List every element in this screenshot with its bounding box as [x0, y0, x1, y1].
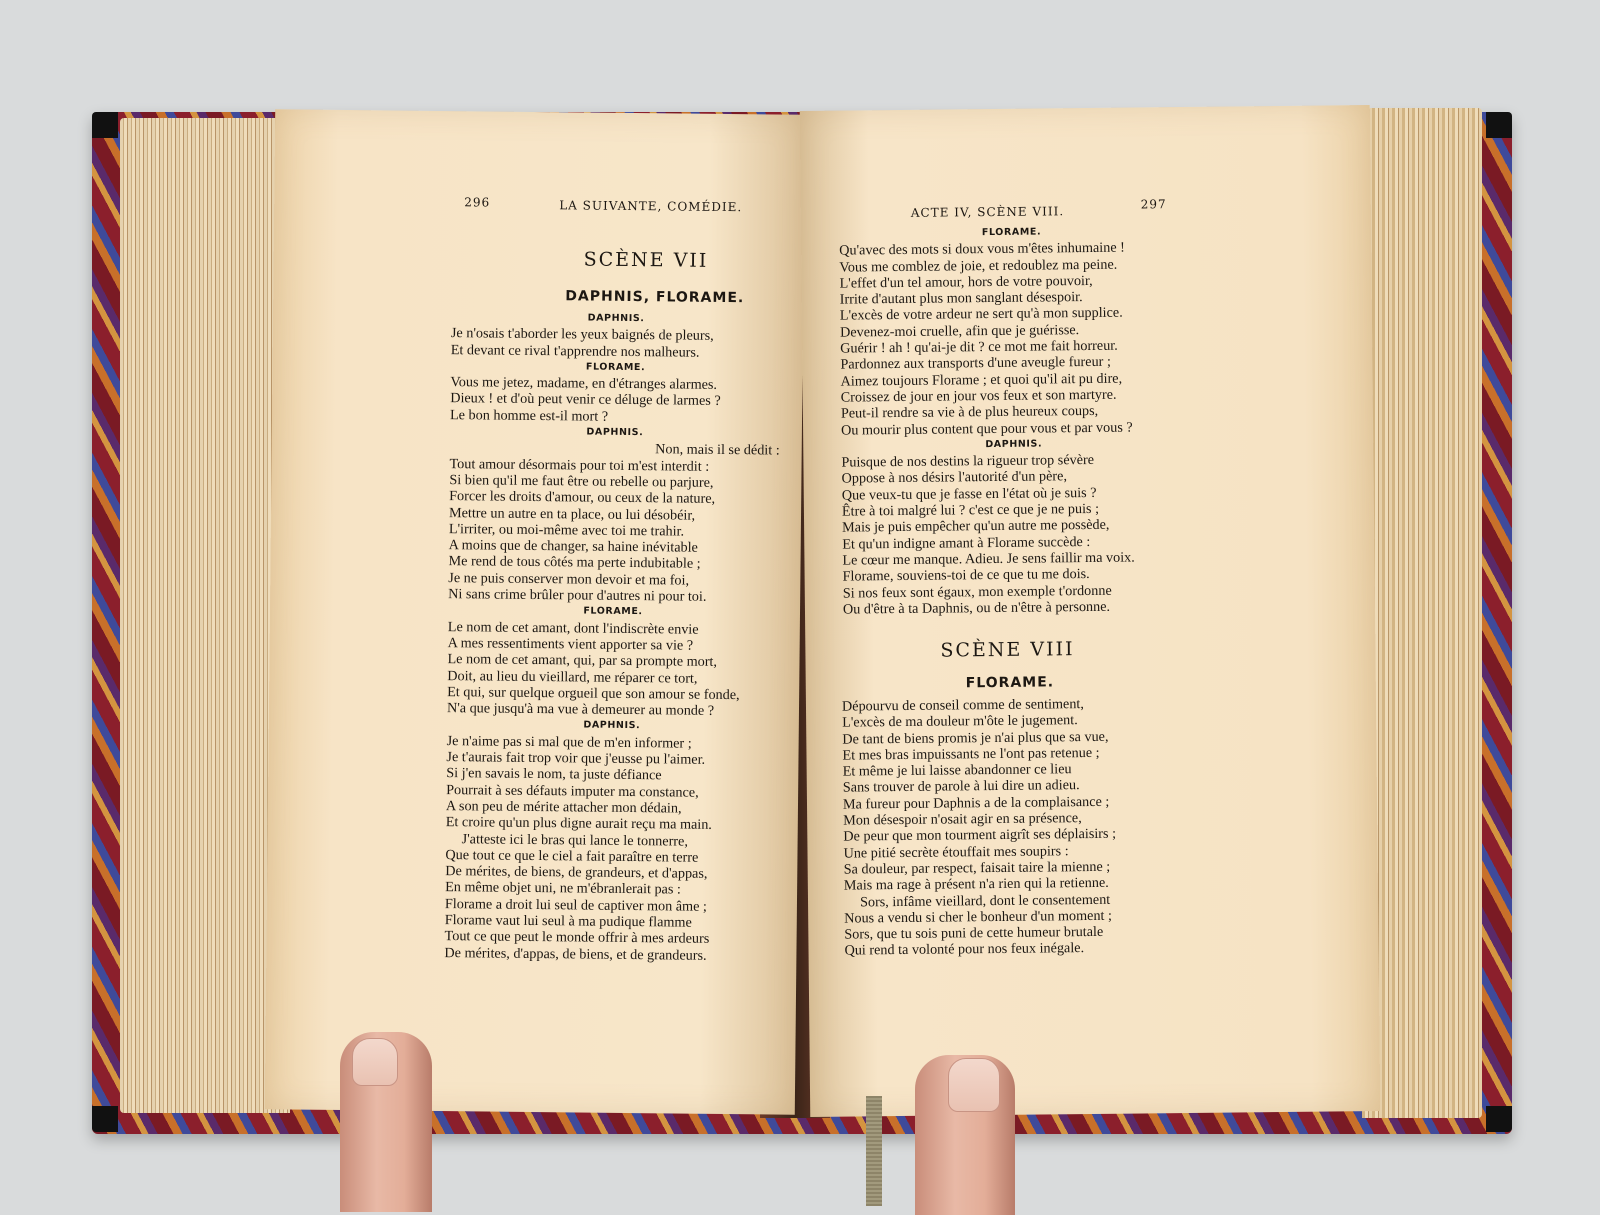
bookmark-ribbon — [866, 1096, 882, 1206]
verse-line: Puisque de nos destins la rigueur trop sévère — [841, 452, 1095, 471]
verse-line: Ou mourir plus content que pour vous et par vous ? — [841, 419, 1133, 439]
page-stack-right — [1362, 108, 1482, 1118]
verse-line: De mérites, d'appas, de biens, et de grandeurs. — [444, 944, 707, 964]
verse-line: Et croire qu'un plus digne aurait reçu ma main. — [445, 814, 712, 834]
cover-corner-bottom-left — [92, 1106, 118, 1132]
verse-line: Oppose à nos désirs l'autorité d'un père, — [841, 468, 1068, 488]
verse-line: Nous a vendu si cher le bonheur d'un moment ; — [844, 907, 1113, 927]
speaker-name: FLORAME. — [583, 605, 643, 618]
scene-title-vii: SCÈNE VII — [583, 248, 709, 272]
verse-line: Croissez de jour en jour vos feux et son martyre. — [840, 386, 1117, 406]
cover-corner-bottom-right — [1486, 1106, 1512, 1132]
left-page — [265, 109, 805, 1114]
verse-line: N'a que jusqu'à ma vue à demeurer au monde ? — [446, 700, 715, 720]
page-number-right: 297 — [1140, 197, 1167, 212]
scene-characters-vii: DAPHNIS, FLORAME. — [565, 288, 745, 307]
speaker-name: FLORAME. — [585, 361, 646, 374]
verse-line: Le bon homme est-il mort ? — [449, 406, 609, 425]
verse-line: Dépourvu de conseil comme de sentiment, — [841, 696, 1084, 715]
verse-line: Dieux ! et d'où peut venir ce déluge de larmes ? — [450, 390, 721, 410]
verse-line: De mérites, de biens, de grandeurs, et d'appas, — [445, 863, 708, 882]
verse-line: Et qui, sur quelque orgueil que son amour se fonde, — [447, 683, 740, 703]
verse-line: Me rend de tous côtés ma perte indubitable ; — [448, 553, 701, 573]
verse-line: Tout ce que peut le monde offrir à mes ardeurs — [444, 928, 710, 948]
verse-line: En même objet uni, ne m'ébranlerait pas : — [445, 879, 681, 898]
verse-line: Je n'osais t'aborder les yeux baignés de pleurs, — [450, 325, 714, 345]
verse-line: Sors, infâme vieillard, dont le consentement — [859, 891, 1111, 910]
verse-line: Une pitié secrète étouffait mes soupirs : — [843, 842, 1069, 862]
verse-line: Qui rend ta volonté pour nos feux inégale. — [844, 940, 1085, 960]
verse-line: De peur que mon tourment aigrît ses déplaisirs ; — [843, 826, 1117, 845]
verse-line: Que tout ce que le ciel a fait paraître en terre — [445, 846, 699, 866]
verse-line: Si j'en savais le nom, ta juste défiance — [446, 765, 662, 784]
verse-line: Et même je lui laisse abandonner ce lieu — [842, 761, 1072, 780]
verse-line: A mes ressentiments vient apporter sa vie ? — [447, 635, 694, 654]
verse-line: Mon désespoir n'osait agir en sa présence, — [843, 810, 1082, 829]
verse-line: Si nos feux sont égaux, mon exemple t'ordonne — [842, 582, 1112, 602]
verse-line: Je n'aime pas si mal que de m'en informer ; — [446, 732, 692, 752]
verse-line: Et mes bras impuissants ne l'ont pas retenue ; — [842, 744, 1100, 764]
verse-line: Si bien qu'il me faut être ou rebelle ou parjure, — [449, 472, 714, 491]
page-stack-left — [120, 118, 290, 1113]
verse-line: Qu'avec des mots si doux vous m'êtes inhumaine ! — [839, 239, 1125, 259]
verse-line: Florame, souviens-toi de ce que tu me dois. — [842, 566, 1090, 585]
running-head-right: ACTE IV, SCÈNE VIII. — [910, 204, 1065, 220]
scene-title-viii: SCÈNE VIII — [940, 638, 1075, 662]
verse-line: Ou d'être à ta Daphnis, ou de n'être à personne. — [842, 598, 1111, 618]
verse-line: Pardonnez aux transports d'une aveugle fureur ; — [840, 354, 1111, 373]
verse-line: Doit, au lieu du vieillard, me réparer ce tort, — [447, 667, 698, 687]
verse-line: Florame a droit lui seul de captiver mon âme ; — [444, 895, 708, 915]
verse-line: Peut-il rendre sa vie à de plus heureux coups, — [840, 403, 1099, 422]
verse-line: Vous me jetez, madame, en d'étranges alarmes. — [450, 374, 718, 394]
verse-line: Être à toi malgré lui ? c'est ce que je ne puis ; — [841, 500, 1100, 520]
left-thumbnail — [352, 1038, 398, 1086]
verse-line: Le nom de cet amant, qui, par sa prompte mort, — [447, 651, 718, 671]
verse-line: Je t'aurais fait trop voir que j'eusse pu l'aimer. — [446, 749, 706, 768]
verse-line: A moins que de changer, sa haine inévitable — [448, 537, 698, 556]
verse-line: A son peu de mérite attacher mon dédain, — [445, 797, 682, 817]
speaker-name: DAPHNIS. — [985, 438, 1043, 450]
page-number-left: 296 — [464, 195, 491, 210]
verse-line: Guérir ! ah ! qu'ai-je dit ? ce mot me fait horreur. — [840, 337, 1118, 357]
speaker-name: DAPHNIS. — [587, 312, 645, 325]
cover-corner-top-left — [92, 112, 118, 138]
verse-line: Je ne puis conserver mon devoir et ma foi, — [448, 569, 690, 589]
verse-line: Et qu'un indigne amant à Florame succède : — [842, 533, 1091, 553]
verse-line: J'atteste ici le bras qui lance le tonnerre, — [461, 830, 689, 850]
verse-line: Florame vaut lui seul à ma pudique flamme — [444, 912, 692, 931]
verse-line: Le cœur me manque. Adieu. Je sens faillir ma voix. — [842, 549, 1135, 569]
speaker-name: FLORAME. — [981, 226, 1042, 239]
verse-line: Mais ma rage à présent n'a rien qui la retienne. — [843, 875, 1109, 894]
verse-line: Le nom de cet amant, dont l'indiscrète envie — [447, 618, 699, 638]
verse-line: Tout amour désormais pour toi m'est interdit : — [449, 455, 710, 475]
right-page — [800, 105, 1381, 1117]
verse-line: Mettre un autre en ta place, ou lui désobéir, — [448, 504, 696, 524]
verse-line: Irrite d'autant plus mon sanglant désespoir. — [839, 289, 1083, 308]
verse-line: De tant de biens promis je n'ai plus que sa vue, — [842, 728, 1109, 748]
verse-line: Sa douleur, par respect, faisait taire la mienne ; — [843, 858, 1111, 878]
verse-line: Ma fureur pour Daphnis a de la complaisance ; — [842, 793, 1110, 813]
verse-line: Que veux-tu que je fasse en l'état où je suis ? — [841, 484, 1097, 504]
right-page-text-top — [839, 223, 1188, 618]
verse-line: Aimez toujours Florame ; et quoi qu'il ait pu dire, — [840, 370, 1123, 390]
left-page-text — [444, 309, 781, 964]
verse-line: Sors, que tu sois puni de cette humeur brutale — [844, 924, 1104, 943]
right-thumbnail — [948, 1058, 1000, 1112]
running-head-left: LA SUIVANTE, COMÉDIE. — [559, 198, 743, 215]
speaker-name: DAPHNIS. — [583, 719, 641, 732]
verse-line: Non, mais il se dédit : — [655, 441, 780, 459]
verse-line: Pourrait à ses défauts imputer ma constance, — [446, 781, 699, 801]
verse-line: Mais je puis empêcher qu'un autre me possède, — [842, 517, 1110, 536]
verse-line: Ni sans crime brûler pour d'autres ni pour toi. — [448, 586, 707, 605]
cover-corner-top-right — [1486, 112, 1512, 138]
verse-line: L'effet d'un tel amour, hors de votre pouvoir, — [839, 272, 1093, 292]
right-page-text-bottom — [842, 695, 1190, 959]
verse-line: Forcer les droits d'amour, ou ceux de la nature, — [449, 488, 716, 508]
speaker-name: DAPHNIS. — [586, 426, 644, 439]
verse-line: L'excès de votre ardeur ne sert qu'à mon supplice. — [839, 305, 1123, 325]
verse-line: Vous me comblez de joie, et redoublez ma peine. — [839, 256, 1118, 276]
verse-line: L'irriter, ou moi-même avec toi me trahir. — [448, 520, 685, 540]
scene-characters-viii: FLORAME. — [965, 674, 1055, 692]
verse-line: L'excès de ma douleur m'ôte le jugement. — [842, 712, 1078, 731]
verse-line: Et devant ce rival t'apprendre nos malheurs. — [450, 341, 700, 361]
verse-line: Sans trouver de parole à lui dire un adieu. — [842, 777, 1080, 797]
verse-line: Devenez-moi cruelle, afin que je guérisse. — [839, 321, 1080, 341]
